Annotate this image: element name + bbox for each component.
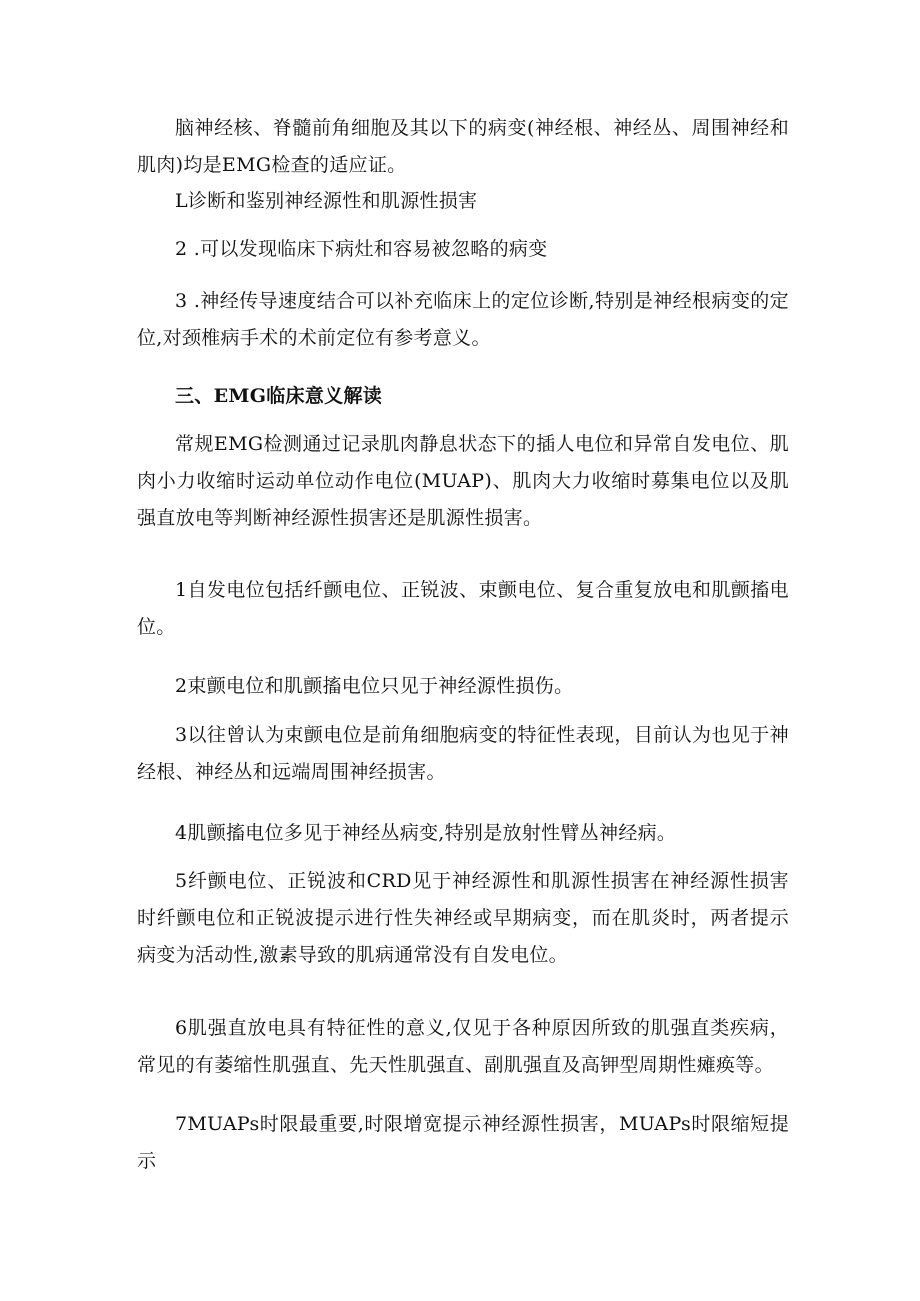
list-item-3: 3 .神经传导速度结合可以补充临床上的定位诊断,特别是神经根病变的定位,对颈椎病手术的术前定位有参考意义。 [137, 290, 789, 349]
point-4: 4肌颤搐电位多见于神经丛病变,特别是放射性臂丛神经病。 [175, 822, 677, 844]
list-item-1: L诊断和鉴别神经源性和肌源性损害 [175, 190, 478, 212]
point-1: 1自发电位包括纤颤电位、正锐波、束颤电位、复合重复放电和肌颤搐电位。 [137, 579, 789, 638]
point-7: 7MUAPs时限最重要,时限增宽提示神经源性损害，MUAPs时限缩短提示 [137, 1113, 789, 1172]
section-heading: 三、EMG临床意义解读 [175, 385, 383, 407]
paragraph-routine-emg: 常规EMG检测通过记录肌肉静息状态下的插人电位和异常自发电位、肌肉小力收缩时运动单位动作电位(MUAP)、肌肉大力收缩时募集电位以及肌强直放电等判断神经源性损害还是肌源性损害。 [137, 433, 789, 529]
point-2: 2束颤电位和肌颤搐电位只见于神经源性损伤。 [175, 675, 574, 697]
paragraph-indications: 脑神经核、脊髓前角细胞及其以下的病变(神经根、神经丛、周围神经和肌肉)均是EMG检查的适应证。 [137, 117, 789, 176]
point-3: 3以往曾认为束颤电位是前角细胞病变的特征性表现，目前认为也见于神经根、神经丛和远端周围神经损害。 [137, 724, 789, 783]
point-6: 6肌强直放电具有特征性的意义,仅见于各种原因所致的肌强直类疾病，常见的有萎缩性肌强直、先天性肌强直、副肌强直及高钾型周期性瘫痪等。 [137, 1017, 789, 1076]
list-item-2: 2 .可以发现临床下病灶和容易被忽略的病变 [175, 238, 548, 260]
point-5: 5纤颤电位、正锐波和CRD见于神经源性和肌源性损害在神经源性损害时纤颤电位和正锐波提示进行性失神经或早期病变，而在肌炎时，两者提示病变为活动性,激素导致的肌病通常没有自发电位。 [137, 870, 789, 966]
